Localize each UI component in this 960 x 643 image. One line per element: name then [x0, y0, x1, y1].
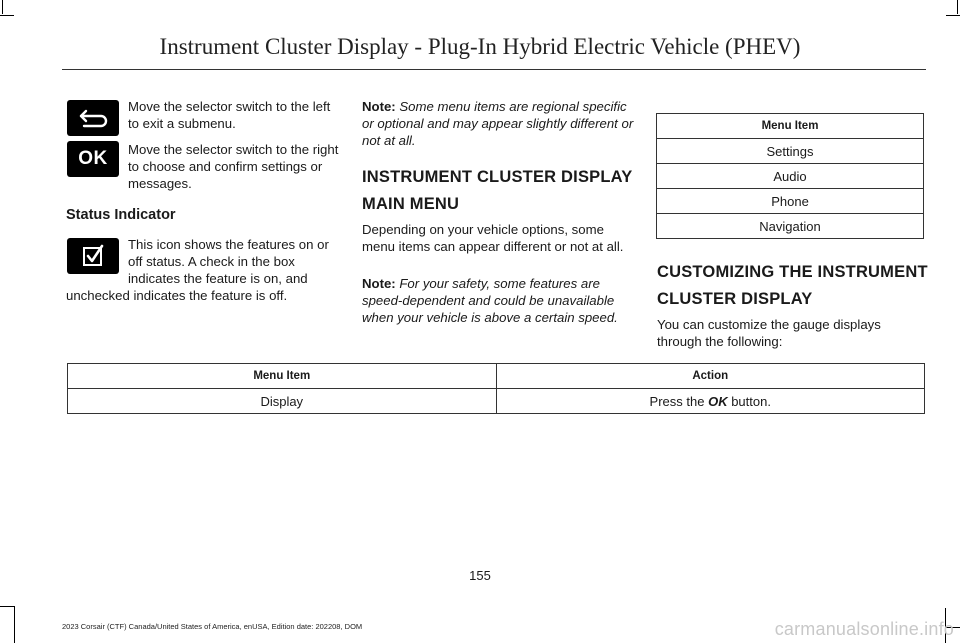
- crop-mark: [0, 15, 14, 16]
- note-label: Note:: [362, 276, 396, 291]
- note-label: Note:: [362, 99, 396, 114]
- page-title: Instrument Cluster Display - Plug-In Hybrid Electric Vehicle (PHEV): [159, 34, 801, 59]
- table-row: Settings: [657, 139, 924, 164]
- edition-footer: 2023 Corsair (CTF) Canada/United States of America, enUSA, Edition date: 202208, DOM: [62, 622, 363, 631]
- customize-table: [67, 363, 925, 414]
- customizing-heading-line2: CLUSTER DISPLAY: [657, 290, 813, 308]
- main-menu-table: [656, 113, 924, 239]
- main-menu-heading-line1: INSTRUMENT CLUSTER DISPLAY: [362, 168, 633, 186]
- note-text: For your safety, some features are speed-dependent and could be unavailable when your vehicle is above a certain speed.: [362, 276, 618, 325]
- ok-icon: [67, 141, 119, 177]
- crop-mark: [946, 15, 960, 16]
- status-description: This icon shows the features on or off status. A check in the box indicates the feature is on, and: [128, 237, 329, 286]
- crop-mark: [957, 0, 958, 14]
- table-cell-menu-item: Display: [68, 389, 497, 414]
- action-text: Press the: [649, 393, 709, 409]
- customizing-description: You can customize the gauge displays through the following:: [657, 317, 881, 349]
- crop-mark: [0, 606, 14, 607]
- table-row: Audio: [657, 164, 924, 189]
- note-safety: [362, 275, 634, 326]
- main-menu-description: Depending on your vehicle options, some menu items can appear different or not at all.: [362, 222, 624, 254]
- note-text: Some menu items are regional specific or optional and may appear slightly different or not at all.: [362, 99, 634, 148]
- header-rule: [62, 69, 926, 70]
- watermark: carmanualsonline.info: [774, 619, 954, 639]
- table-header-action: Action: [496, 364, 925, 389]
- ok-icon-label: OK: [78, 148, 108, 169]
- table-row: Phone: [657, 189, 924, 214]
- page-number: 155: [469, 568, 491, 583]
- note-regional: [362, 98, 634, 149]
- ok-description: Move the selector switch to the right to choose and confirm settings or messages.: [128, 142, 339, 191]
- action-text: button.: [727, 393, 771, 409]
- status-description-continued: unchecked indicates the feature is off.: [66, 288, 288, 303]
- main-menu-heading-line2: MAIN MENU: [362, 195, 460, 213]
- table-header: Menu Item: [657, 114, 924, 139]
- status-indicator-heading: Status Indicator: [66, 207, 176, 223]
- back-arrow-icon: [67, 100, 119, 136]
- crop-mark: [14, 606, 15, 643]
- table-row: Navigation: [657, 214, 924, 239]
- checkbox-check-icon: [67, 238, 119, 274]
- ok-button-label: OK: [708, 393, 728, 409]
- table-cell-action: [496, 389, 925, 414]
- crop-mark: [2, 0, 3, 14]
- customizing-heading-line1: CUSTOMIZING THE INSTRUMENT: [657, 263, 928, 281]
- table-header-menu-item: Menu Item: [68, 364, 497, 389]
- back-description: Move the selector switch to the left to exit a submenu.: [128, 99, 331, 131]
